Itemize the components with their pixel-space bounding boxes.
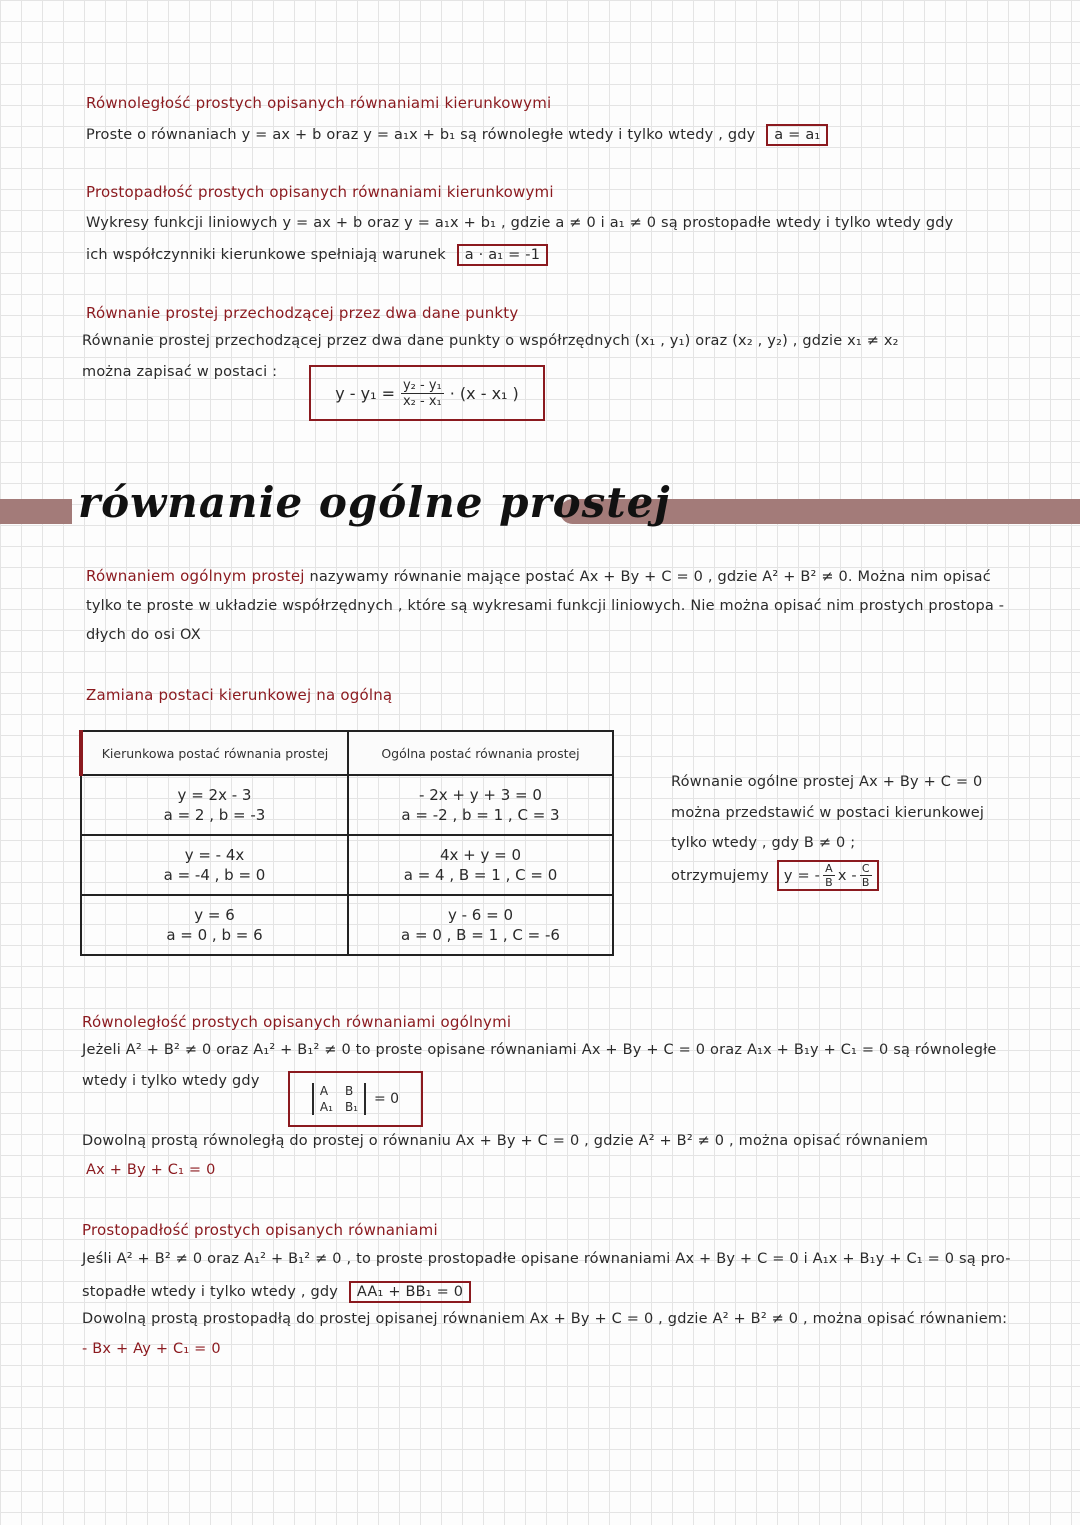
cell-equation: 4x + y = 0 [439,846,522,864]
perpendicular-general-line2 [82,1281,471,1303]
perpendicular-general-condition: AA₁ + BB₁ = 0 [349,1281,471,1303]
perpendicular-general-line3: Dowolną prostą prostopadłą do prostej opisanej równaniem Ax + By + C = 0 , gdzie A² + B² ≠ 0 , można opisać równaniem: [82,1311,1008,1327]
parallel-slope-sentence: Proste o równaniach y = ax + b oraz y = a₁x + b₁ są równoległe wtedy i tylko wtedy , gdy [86,127,756,143]
side-formula-start: y = - [783,867,821,884]
parallel-general-determinant-box [288,1071,423,1127]
section-heading-parallel-slope: Równoległość prostych opisanych równaniami kierunkowymi [86,94,552,112]
table-header-general-form: Ogólna postać równania prostej [348,731,613,775]
fraction-numerator: y₂ - y₁ [402,377,442,393]
table-row [81,895,613,955]
det-cell: A₁ [319,1100,333,1114]
side-fraction-c-b [860,862,872,889]
cell-equation: y - 6 = 0 [447,906,514,924]
banner-title: równanie ogólne prostej [78,478,671,527]
side-note-line2: można przedstawić w postaci kierunkowej [671,805,985,821]
side-note-result-label: otrzymujemy [671,867,769,884]
section-heading-two-points: Równanie prostej przechodzącej przez dwa dane punkty [86,304,519,322]
perpendicular-general-line1: Jeśli A² + B² ≠ 0 oraz A₁² + B₁² ≠ 0 , to proste prostopadłe opisane równaniami Ax + By + C = 0 i A₁x + B₁y + C₁ = 0 są pro- [82,1251,1011,1267]
conversion-table [79,730,614,956]
formula-right: · (x - x₁ ) [449,383,519,403]
table-cell-general [348,895,613,955]
fraction-numerator: C [861,862,870,875]
perpendicular-slope-line2 [86,244,548,266]
fraction-numerator: A [825,862,833,875]
section-heading-perpendicular-general: Prostopadłość prostych opisanych równaniami [82,1221,438,1239]
cell-coefficients: a = -2 , b = 1 , C = 3 [401,806,560,824]
fraction-denominator: x₂ - x₁ [402,393,442,409]
table-cell-general [348,835,613,895]
parallel-general-line3: Dowolną prostą równoległą do prostej o równaniu Ax + By + C = 0 , gdzie A² + B² ≠ 0 , można opisać równaniem [82,1133,929,1149]
side-note-formula [777,860,879,891]
cell-equation: - 2x + y + 3 = 0 [419,786,542,804]
side-note-line1: Równanie ogólne prostej Ax + By + C = 0 [671,774,983,790]
table-row [81,835,613,895]
cell-coefficients: a = 0 , B = 1 , C = -6 [401,926,560,944]
perpendicular-slope-line1: Wykresy funkcji liniowych y = ax + b oraz y = a₁x + b₁ , gdzie a ≠ 0 i a₁ ≠ 0 są prostopadłe wtedy i tylko wtedy gdy [86,215,954,231]
det-cell: B₁ [344,1100,358,1114]
cell-equation: y = 6 [194,906,235,924]
table-row [81,775,613,835]
cell-coefficients: a = 0 , b = 6 [166,926,263,944]
section-heading-parallel-general: Równoległość prostych opisanych równaniami ogólnymi [82,1013,512,1031]
cell-coefficients: a = 4 , B = 1 , C = 0 [403,866,558,884]
cell-equation: y = - 4x [184,846,245,864]
general-eq-line1 [86,567,991,585]
general-eq-line2: tylko te proste w układzie współrzędnych , które są wykresami funkcji liniowych. Nie można opisać nim prostych prostopa - [86,598,1005,614]
banner-bar-left [0,499,72,524]
perpendicular-slope-sentence: ich współczynniki kierunkowe spełniają warunek [86,247,446,263]
table-cell-slope [81,775,348,835]
general-eq-line3: dłych do osi OX [86,627,201,643]
cell-coefficients: a = -4 , b = 0 [163,866,266,884]
conversion-heading: Zamiana postaci kierunkowej na ogólną [86,686,393,704]
two-points-line2: można zapisać w postaci : [82,364,278,380]
perpendicular-slope-condition: a · a₁ = -1 [457,244,548,266]
table-cell-slope [81,835,348,895]
side-note-line3: tylko wtedy , gdy B ≠ 0 ; [671,835,856,851]
general-eq-term: Równaniem ogólnym prostej [86,567,305,585]
parallel-general-result: Ax + By + C₁ = 0 [86,1162,216,1178]
fraction-denominator: B [861,876,870,889]
determinant-equals: = 0 [373,1091,400,1107]
parallel-general-line1: Jeżeli A² + B² ≠ 0 oraz A₁² + B₁² ≠ 0 to proste opisane równaniami Ax + By + C = 0 oraz A₁x + B₁y + C₁ = 0 są równoległe [82,1042,997,1058]
cell-equation: y = 2x - 3 [177,786,252,804]
table-header-row [81,731,613,775]
fraction-denominator: B [825,876,833,889]
side-formula-mid: x - [837,867,857,884]
parallel-general-line2: wtedy i tylko wtedy gdy [82,1073,260,1089]
general-eq-definition: nazywamy równanie mające postać Ax + By + C = 0 , gdzie A² + B² ≠ 0. Można nim opisać [309,569,991,585]
formula-left: y - y₁ = [335,383,395,403]
det-cell: A [319,1084,329,1098]
parallel-slope-text [86,124,828,146]
table-cell-general [348,775,613,835]
section-heading-perpendicular-slope: Prostopadłość prostych opisanych równaniami kierunkowymi [86,183,554,201]
det-cell: B [344,1084,354,1098]
perpendicular-general-sentence: stopadłe wtedy i tylko wtedy , gdy [82,1284,339,1300]
side-fraction-a-b [823,862,835,889]
table-header-slope-form: Kierunkowa postać równania prostej [81,731,348,775]
side-note-line4 [671,860,879,891]
table-cell-slope [81,895,348,955]
perpendicular-general-result: - Bx + Ay + C₁ = 0 [82,1341,221,1357]
two-points-line1: Równanie prostej przechodzącej przez dwa dane punkty o współrzędnych (x₁ , y₁) oraz (x₂ , y₂) , gdzie x₁ ≠ x₂ [82,333,899,349]
determinant [312,1083,366,1115]
parallel-slope-condition: a = a₁ [766,124,828,146]
two-points-formula [309,365,545,421]
cell-coefficients: a = 2 , b = -3 [163,806,266,824]
formula-fraction [401,378,444,409]
